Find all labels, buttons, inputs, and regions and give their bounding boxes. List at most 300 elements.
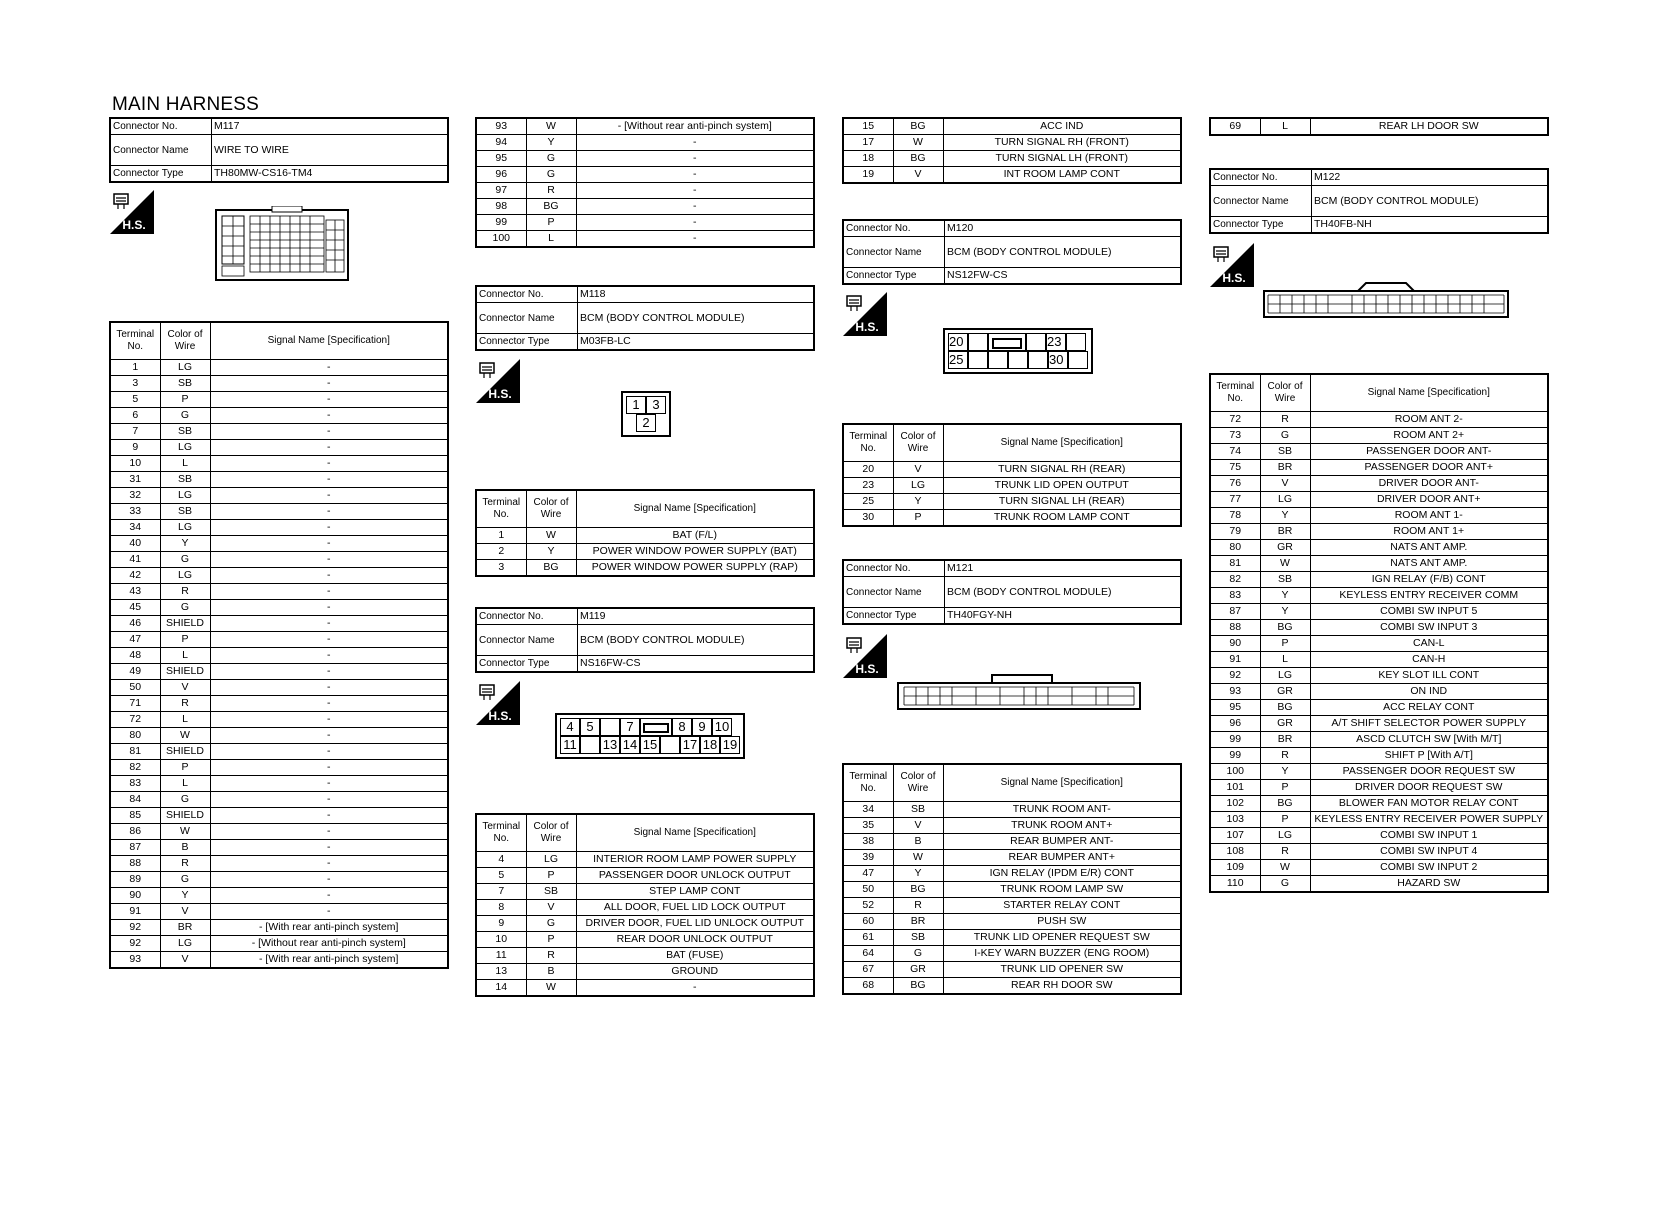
- color-cell: L: [160, 456, 210, 472]
- color-cell: L: [160, 712, 210, 728]
- color-cell: SB: [526, 884, 576, 900]
- color-cell: BG: [1260, 796, 1310, 812]
- signal-cell: KEY SLOT ILL CONT: [1310, 668, 1548, 684]
- table-row: [843, 118, 1181, 135]
- color-cell: P: [526, 868, 576, 884]
- table-row: [110, 680, 448, 696]
- color-cell: L: [160, 776, 210, 792]
- conn-type-label: Connector Type: [476, 656, 578, 673]
- signal-cell: TRUNK ROOM ANT+: [943, 818, 1181, 834]
- pin: [1008, 351, 1028, 369]
- hs-icon: [843, 634, 887, 678]
- signal-cell: - [Without rear anti-pinch system]: [210, 936, 448, 952]
- terminal-cell: 83: [1210, 588, 1260, 604]
- signal-cell: REAR LH DOOR SW: [1310, 118, 1548, 135]
- table-row: [476, 852, 814, 868]
- conn-type-value: TH80MW-CS16-TM4: [212, 166, 449, 183]
- signal-cell: -: [576, 199, 814, 215]
- color-header: Color of Wire: [526, 814, 576, 852]
- terminal-header: Terminal No.: [1210, 374, 1260, 412]
- signal-cell: -: [210, 872, 448, 888]
- color-cell: SB: [1260, 444, 1310, 460]
- color-cell: G: [893, 946, 943, 962]
- color-cell: Y: [1260, 588, 1310, 604]
- table-row: [110, 872, 448, 888]
- table-row: [110, 600, 448, 616]
- signal-cell: ROOM ANT 2+: [1310, 428, 1548, 444]
- terminal-cell: 15: [843, 118, 893, 135]
- table-row: [476, 932, 814, 948]
- conn-type-value: NS16FW-CS: [578, 656, 815, 673]
- terminal-cell: 82: [110, 760, 160, 776]
- conn-type-label: Connector Type: [110, 166, 212, 183]
- terminal-header: Terminal No.: [110, 322, 160, 360]
- signal-cell: - [With rear anti-pinch system]: [210, 920, 448, 936]
- terminal-cell: 50: [843, 882, 893, 898]
- color-cell: Y: [893, 494, 943, 510]
- table-row: [843, 946, 1181, 962]
- m119-connector-diagram: [555, 713, 745, 759]
- signal-cell: DRIVER DOOR REQUEST SW: [1310, 780, 1548, 796]
- terminal-cell: 34: [110, 520, 160, 536]
- terminal-cell: 91: [1210, 652, 1260, 668]
- pin: 20: [948, 333, 968, 351]
- table-row: [110, 408, 448, 424]
- terminal-cell: 10: [110, 456, 160, 472]
- terminal-cell: 88: [110, 856, 160, 872]
- table-row: [1210, 748, 1548, 764]
- table-row: [843, 462, 1181, 478]
- terminal-cell: 84: [110, 792, 160, 808]
- table-row: [110, 520, 448, 536]
- signal-cell: NATS ANT AMP.: [1310, 540, 1548, 556]
- signal-cell: PASSENGER DOOR ANT+: [1310, 460, 1548, 476]
- conn-no-label: Connector No.: [843, 560, 945, 577]
- table-row: [843, 882, 1181, 898]
- table-row: [476, 118, 814, 135]
- conn-no-label: Connector No.: [1210, 169, 1312, 186]
- terminal-cell: 100: [476, 231, 526, 248]
- color-cell: LG: [160, 360, 210, 376]
- hs-icon: [843, 292, 887, 336]
- m121-pin-table: [842, 763, 1182, 995]
- color-cell: SB: [160, 424, 210, 440]
- signal-cell: -: [210, 456, 448, 472]
- terminal-cell: 82: [1210, 572, 1260, 588]
- terminal-cell: 10: [476, 932, 526, 948]
- pin: [1028, 351, 1048, 369]
- table-row: [476, 167, 814, 183]
- terminal-cell: 77: [1210, 492, 1260, 508]
- signal-cell: -: [210, 680, 448, 696]
- terminal-header: Terminal No.: [843, 764, 893, 802]
- signal-cell: IGN RELAY (F/B) CONT: [1310, 572, 1548, 588]
- color-cell: P: [893, 510, 943, 527]
- terminal-cell: 9: [110, 440, 160, 456]
- table-row: [843, 914, 1181, 930]
- color-cell: W: [893, 850, 943, 866]
- table-row: [110, 776, 448, 792]
- m118-pin-table: [475, 489, 815, 577]
- color-cell: LG: [160, 520, 210, 536]
- pin: [988, 351, 1008, 369]
- signal-cell: NATS ANT AMP.: [1310, 556, 1548, 572]
- signal-header: Signal Name [Specification]: [943, 764, 1181, 802]
- terminal-cell: 13: [476, 964, 526, 980]
- signal-cell: -: [210, 856, 448, 872]
- terminal-cell: 34: [843, 802, 893, 818]
- signal-cell: TRUNK LID OPENER REQUEST SW: [943, 930, 1181, 946]
- pin: 15: [640, 736, 660, 754]
- conn-no-label: Connector No.: [476, 608, 578, 625]
- terminal-cell: 80: [1210, 540, 1260, 556]
- signal-cell: TURN SIGNAL RH (FRONT): [943, 135, 1181, 151]
- signal-cell: -: [210, 520, 448, 536]
- color-cell: GR: [893, 962, 943, 978]
- color-cell: LG: [1260, 492, 1310, 508]
- signal-cell: ON IND: [1310, 684, 1548, 700]
- table-row: [110, 488, 448, 504]
- table-row: [476, 544, 814, 560]
- table-row: [843, 898, 1181, 914]
- terminal-cell: 110: [1210, 876, 1260, 893]
- pin: 30: [1048, 351, 1068, 369]
- signal-cell: I-KEY WARN BUZZER (ENG ROOM): [943, 946, 1181, 962]
- color-cell: W: [1260, 860, 1310, 876]
- table-row: [1210, 684, 1548, 700]
- color-cell: GR: [1260, 540, 1310, 556]
- signal-cell: -: [210, 824, 448, 840]
- terminal-cell: 1: [476, 528, 526, 544]
- color-cell: V: [526, 900, 576, 916]
- m117-pin-table-cont: [475, 117, 815, 248]
- terminal-cell: 109: [1210, 860, 1260, 876]
- color-cell: P: [526, 215, 576, 231]
- terminal-header: Terminal No.: [476, 490, 526, 528]
- signal-cell: -: [576, 151, 814, 167]
- table-row: [843, 866, 1181, 882]
- pin: 3: [646, 396, 666, 414]
- m121-pin-table-cont: [1209, 117, 1549, 136]
- color-cell: G: [1260, 428, 1310, 444]
- signal-cell: INT ROOM LAMP CONT: [943, 167, 1181, 184]
- signal-cell: -: [210, 792, 448, 808]
- color-cell: L: [526, 231, 576, 248]
- table-row: [110, 808, 448, 824]
- terminal-cell: 42: [110, 568, 160, 584]
- m117-info: [109, 117, 449, 183]
- signal-cell: -: [210, 472, 448, 488]
- color-cell: V: [1260, 476, 1310, 492]
- signal-cell: TURN SIGNAL RH (REAR): [943, 462, 1181, 478]
- signal-cell: STEP LAMP CONT: [576, 884, 814, 900]
- pin: 25: [948, 351, 968, 369]
- table-row: [110, 664, 448, 680]
- color-cell: BR: [160, 920, 210, 936]
- m117-pin-table: [109, 321, 449, 969]
- pin: [660, 736, 680, 754]
- table-row: [1210, 812, 1548, 828]
- pin: 8: [672, 718, 692, 736]
- table-row: [1210, 876, 1548, 893]
- table-row: [110, 456, 448, 472]
- color-cell: B: [526, 964, 576, 980]
- terminal-cell: 52: [843, 898, 893, 914]
- color-cell: GR: [1260, 716, 1310, 732]
- terminal-cell: 108: [1210, 844, 1260, 860]
- terminal-cell: 100: [1210, 764, 1260, 780]
- color-cell: R: [526, 948, 576, 964]
- signal-cell: CAN-L: [1310, 636, 1548, 652]
- signal-cell: REAR DOOR UNLOCK OUTPUT: [576, 932, 814, 948]
- signal-cell: -: [210, 392, 448, 408]
- signal-cell: -: [210, 616, 448, 632]
- terminal-cell: 48: [110, 648, 160, 664]
- terminal-cell: 93: [110, 952, 160, 969]
- terminal-cell: 103: [1210, 812, 1260, 828]
- signal-cell: DRIVER DOOR ANT-: [1310, 476, 1548, 492]
- conn-type-label: Connector Type: [1210, 217, 1312, 234]
- signal-cell: -: [210, 360, 448, 376]
- color-cell: V: [160, 952, 210, 969]
- terminal-cell: 2: [476, 544, 526, 560]
- color-cell: G: [160, 792, 210, 808]
- terminal-cell: 64: [843, 946, 893, 962]
- color-cell: BG: [526, 199, 576, 215]
- color-cell: P: [160, 760, 210, 776]
- signal-cell: PASSENGER DOOR REQUEST SW: [1310, 764, 1548, 780]
- terminal-cell: 14: [476, 980, 526, 997]
- signal-cell: A/T SHIFT SELECTOR POWER SUPPLY: [1310, 716, 1548, 732]
- color-cell: G: [160, 408, 210, 424]
- pin: 2: [636, 414, 656, 432]
- signal-cell: TRUNK LID OPENER SW: [943, 962, 1181, 978]
- table-row: [1210, 572, 1548, 588]
- terminal-cell: 95: [1210, 700, 1260, 716]
- terminal-cell: 1: [110, 360, 160, 376]
- signal-cell: BAT (F/L): [576, 528, 814, 544]
- color-cell: LG: [160, 936, 210, 952]
- signal-cell: -: [576, 183, 814, 199]
- signal-cell: COMBI SW INPUT 2: [1310, 860, 1548, 876]
- terminal-cell: 76: [1210, 476, 1260, 492]
- signal-cell: -: [210, 744, 448, 760]
- m119-pin-table-cont: [842, 117, 1182, 184]
- color-cell: W: [526, 980, 576, 997]
- table-row: [476, 135, 814, 151]
- latch: [640, 718, 672, 736]
- table-row: [110, 536, 448, 552]
- table-row: [110, 840, 448, 856]
- pin: 13: [600, 736, 620, 754]
- terminal-cell: 7: [476, 884, 526, 900]
- color-cell: LG: [160, 488, 210, 504]
- table-row: [1210, 796, 1548, 812]
- color-cell: SB: [893, 930, 943, 946]
- table-row: [110, 712, 448, 728]
- terminal-cell: 38: [843, 834, 893, 850]
- signal-cell: ACC RELAY CONT: [1310, 700, 1548, 716]
- signal-cell: - [Without rear anti-pinch system]: [576, 118, 814, 135]
- terminal-cell: 95: [476, 151, 526, 167]
- color-cell: G: [160, 872, 210, 888]
- conn-type-value: NS12FW-CS: [945, 268, 1182, 285]
- lock-icon: [992, 338, 1022, 349]
- terminal-cell: 72: [1210, 412, 1260, 428]
- table-row: [1210, 620, 1548, 636]
- terminal-cell: 92: [110, 936, 160, 952]
- table-row: [110, 568, 448, 584]
- terminal-cell: 85: [110, 808, 160, 824]
- signal-cell: REAR RH DOOR SW: [943, 978, 1181, 995]
- table-row: [1210, 732, 1548, 748]
- signal-cell: COMBI SW INPUT 5: [1310, 604, 1548, 620]
- conn-name-value: WIRE TO WIRE: [212, 135, 449, 166]
- terminal-cell: 41: [110, 552, 160, 568]
- signal-cell: -: [210, 888, 448, 904]
- table-row: [110, 616, 448, 632]
- signal-cell: COMBI SW INPUT 4: [1310, 844, 1548, 860]
- pin: 23: [1046, 333, 1066, 351]
- terminal-cell: 7: [110, 424, 160, 440]
- color-cell: R: [526, 183, 576, 199]
- color-cell: G: [526, 916, 576, 932]
- color-cell: BR: [893, 914, 943, 930]
- color-cell: Y: [1260, 508, 1310, 524]
- signal-cell: ACC IND: [943, 118, 1181, 135]
- color-cell: V: [160, 904, 210, 920]
- m122-info: [1209, 168, 1549, 234]
- table-row: [1210, 636, 1548, 652]
- terminal-cell: 99: [476, 215, 526, 231]
- color-cell: P: [160, 392, 210, 408]
- table-row: [1210, 460, 1548, 476]
- m121-connector-diagram: [896, 669, 1146, 713]
- table-row: [476, 900, 814, 916]
- m122-pin-table: [1209, 373, 1549, 893]
- pin: [1066, 333, 1086, 351]
- signal-cell: -: [210, 440, 448, 456]
- color-header: Color of Wire: [1260, 374, 1310, 412]
- table-row: [110, 584, 448, 600]
- table-row: [1210, 668, 1548, 684]
- table-row: [476, 528, 814, 544]
- table-row: [1210, 540, 1548, 556]
- conn-no-label: Connector No.: [110, 118, 212, 135]
- color-cell: Y: [526, 544, 576, 560]
- color-cell: LG: [1260, 828, 1310, 844]
- color-cell: LG: [160, 440, 210, 456]
- m122-connector-diagram: [1262, 279, 1512, 321]
- signal-header: Signal Name [Specification]: [943, 424, 1181, 462]
- signal-cell: -: [210, 424, 448, 440]
- table-row: [110, 424, 448, 440]
- color-cell: V: [160, 680, 210, 696]
- terminal-cell: 78: [1210, 508, 1260, 524]
- hs-icon: [110, 190, 154, 234]
- terminal-cell: 46: [110, 616, 160, 632]
- terminal-cell: 40: [110, 536, 160, 552]
- terminal-cell: 89: [110, 872, 160, 888]
- signal-cell: -: [210, 728, 448, 744]
- color-cell: W: [160, 728, 210, 744]
- terminal-cell: 32: [110, 488, 160, 504]
- signal-cell: TRUNK ROOM LAMP SW: [943, 882, 1181, 898]
- signal-cell: COMBI SW INPUT 3: [1310, 620, 1548, 636]
- table-row: [1210, 492, 1548, 508]
- conn-type-label: Connector Type: [843, 268, 945, 285]
- signal-cell: -: [210, 776, 448, 792]
- table-row: [110, 760, 448, 776]
- pin: 1: [626, 396, 646, 414]
- table-row: [843, 135, 1181, 151]
- table-row: [476, 916, 814, 932]
- pin: [580, 736, 600, 754]
- signal-cell: -: [210, 568, 448, 584]
- color-cell: LG: [526, 852, 576, 868]
- table-row: [476, 183, 814, 199]
- terminal-cell: 91: [110, 904, 160, 920]
- signal-cell: -: [576, 135, 814, 151]
- table-row: [1210, 604, 1548, 620]
- color-cell: BG: [893, 978, 943, 995]
- color-cell: G: [526, 151, 576, 167]
- color-cell: SB: [893, 802, 943, 818]
- terminal-cell: 87: [1210, 604, 1260, 620]
- color-cell: G: [160, 600, 210, 616]
- color-cell: SHIELD: [160, 616, 210, 632]
- signal-header: Signal Name [Specification]: [1310, 374, 1548, 412]
- signal-cell: -: [210, 664, 448, 680]
- signal-cell: PASSENGER DOOR UNLOCK OUTPUT: [576, 868, 814, 884]
- terminal-cell: 88: [1210, 620, 1260, 636]
- terminal-cell: 47: [110, 632, 160, 648]
- table-row: [1210, 700, 1548, 716]
- terminal-cell: 90: [1210, 636, 1260, 652]
- terminal-cell: 20: [843, 462, 893, 478]
- table-row: [1210, 828, 1548, 844]
- table-row: [110, 696, 448, 712]
- signal-cell: -: [210, 696, 448, 712]
- color-cell: P: [1260, 780, 1310, 796]
- color-cell: Y: [160, 536, 210, 552]
- color-cell: W: [893, 135, 943, 151]
- signal-cell: -: [210, 488, 448, 504]
- terminal-cell: 107: [1210, 828, 1260, 844]
- conn-type-value: TH40FGY-NH: [945, 608, 1182, 625]
- color-cell: SHIELD: [160, 744, 210, 760]
- signal-cell: -: [210, 904, 448, 920]
- pin: 14: [620, 736, 640, 754]
- table-row: [110, 648, 448, 664]
- table-row: [843, 962, 1181, 978]
- m119-pin-table: [475, 813, 815, 997]
- color-cell: V: [893, 167, 943, 184]
- terminal-cell: 97: [476, 183, 526, 199]
- table-row: [1210, 844, 1548, 860]
- terminal-cell: 60: [843, 914, 893, 930]
- terminal-cell: 8: [476, 900, 526, 916]
- table-row: [1210, 716, 1548, 732]
- conn-name-value: BCM (BODY CONTROL MODULE): [578, 303, 815, 334]
- table-row: [110, 888, 448, 904]
- color-cell: B: [160, 840, 210, 856]
- pin: 11: [560, 736, 580, 754]
- color-cell: P: [1260, 636, 1310, 652]
- terminal-cell: 61: [843, 930, 893, 946]
- table-row: [1210, 508, 1548, 524]
- color-cell: BG: [893, 118, 943, 135]
